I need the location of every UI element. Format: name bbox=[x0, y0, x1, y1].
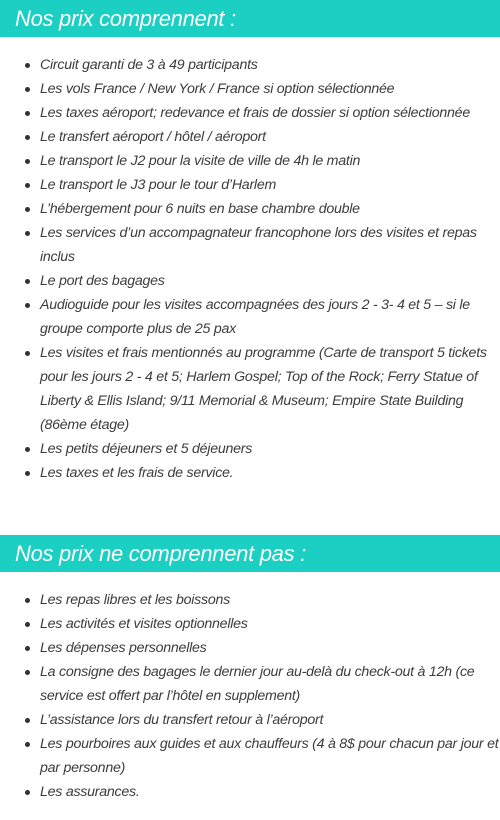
list-item: Les visites et frais mentionnés au programme (Carte de transport 5 tickets pour les jours 2 - 4 et 5; Harlem Gospel; Top of the Rock; Ferry Statue of Liberty & Ellis Island; 9/11 Memorial & Museum; Empire State Building (86ème étage) bbox=[0, 341, 500, 437]
list-item: Les vols France / New York / France si option sélectionnée bbox=[0, 77, 500, 101]
list-item: Les taxes aéroport; redevance et frais de dossier si option sélectionnée bbox=[0, 101, 500, 125]
list-item: Le port des bagages bbox=[0, 269, 500, 293]
list-item: Circuit garanti de 3 à 49 participants bbox=[0, 53, 500, 77]
list-item: L’assistance lors du transfert retour à l’aéroport bbox=[0, 708, 500, 732]
list-item: Le transport le J3 pour le tour d’Harlem bbox=[0, 173, 500, 197]
included-list bbox=[0, 53, 500, 485]
included-section-title: Nos prix comprennent : bbox=[0, 0, 500, 37]
list-item: Les dépenses personnelles bbox=[0, 636, 500, 660]
list-item: Les assurances. bbox=[0, 780, 500, 804]
list-item: Les pourboires aux guides et aux chauffeurs (4 à 8$ pour chacun par jour et par personne) bbox=[0, 732, 500, 780]
list-item: Les repas libres et les boissons bbox=[0, 588, 500, 612]
list-item: La consigne des bagages le dernier jour au-delà du check-out à 12h (ce service est offert par l’hôtel en supplement) bbox=[0, 660, 500, 708]
list-item: Audioguide pour les visites accompagnées des jours 2 - 3- 4 et 5 – si le groupe comporte plus de 25 pax bbox=[0, 293, 500, 341]
list-item: Le transport le J2 pour la visite de ville de 4h le matin bbox=[0, 149, 500, 173]
list-item: Le transfert aéroport / hôtel / aéroport bbox=[0, 125, 500, 149]
list-item: Les taxes et les frais de service. bbox=[0, 461, 500, 485]
excluded-list bbox=[0, 588, 500, 804]
list-item: Les activités et visites optionnelles bbox=[0, 612, 500, 636]
list-item: Les petits déjeuners et 5 déjeuners bbox=[0, 437, 500, 461]
excluded-section-title: Nos prix ne comprennent pas : bbox=[0, 535, 500, 572]
list-item: L’hébergement pour 6 nuits en base chambre double bbox=[0, 197, 500, 221]
list-item: Les services d’un accompagnateur francophone lors des visites et repas inclus bbox=[0, 221, 500, 269]
